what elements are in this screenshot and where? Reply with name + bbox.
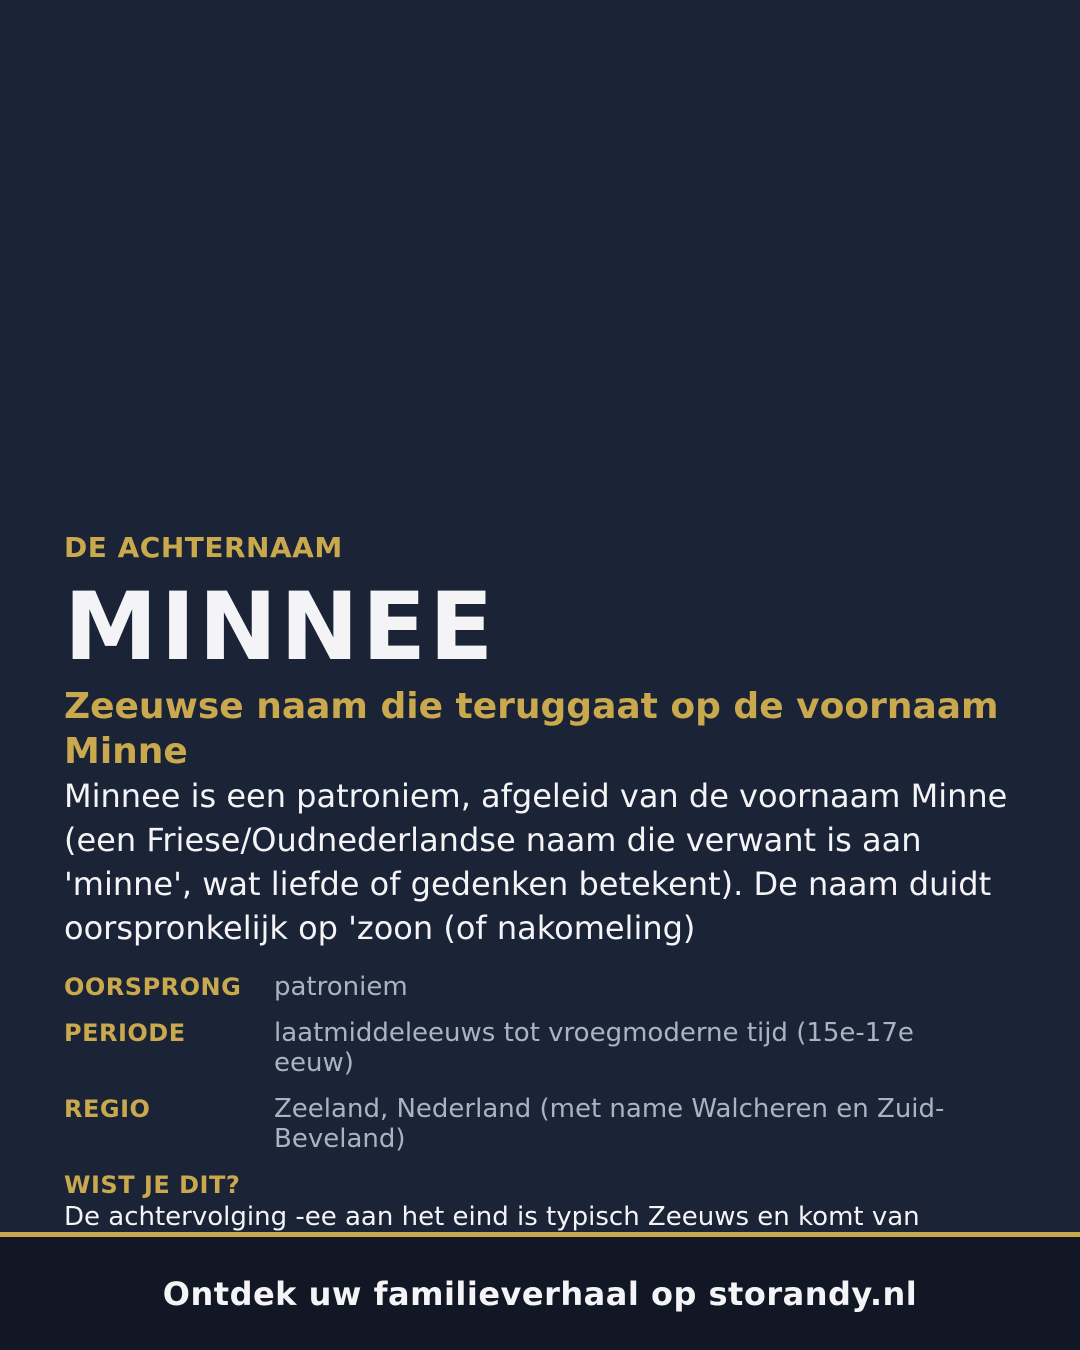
fact-label-period: PERIODE bbox=[64, 1019, 186, 1047]
fact-row-origin bbox=[64, 972, 1016, 1002]
surname-card bbox=[64, 532, 1016, 1234]
footer-cta-link[interactable]: Ontdek uw familieverhaal op storandy.nl bbox=[162, 1274, 918, 1313]
surname-title: MINNEE bbox=[64, 573, 497, 682]
footer-bar bbox=[0, 1237, 1080, 1350]
surname-description: Minnee is een patroniem, afgeleid van de voornaam Minne (een Friese/Oudnederlandse naam die verwant is aan 'minne', wat liefde of gedenken betekent). De naam duidt oorspronkelijk op 'zoon (of nakomeling) bbox=[64, 777, 1008, 947]
fact-row-period bbox=[64, 1018, 1016, 1078]
did-you-know-label: WIST JE DIT? bbox=[64, 1171, 241, 1199]
fact-value-region: Zeeland, Nederland (met name Walcheren en Zuid-Beveland) bbox=[274, 1094, 945, 1154]
fact-value-period: laatmiddeleeuws tot vroegmoderne tijd (15e-17e eeuw) bbox=[274, 1018, 914, 1078]
fact-label-region: REGIO bbox=[64, 1095, 151, 1123]
fact-row-region bbox=[64, 1094, 1016, 1154]
did-you-know-text: De achtervolging -ee aan het eind is typisch Zeeuws en komt van bbox=[64, 1202, 920, 1232]
surname-tagline: Zeeuwse naam die teruggaat op de voornaam Minne bbox=[64, 686, 999, 772]
fact-label-origin: OORSPRONG bbox=[64, 973, 242, 1001]
facts-list bbox=[64, 972, 1016, 1154]
eyebrow-label: DE ACHTERNAAM bbox=[64, 532, 343, 564]
fact-value-origin: patroniem bbox=[274, 972, 408, 1002]
